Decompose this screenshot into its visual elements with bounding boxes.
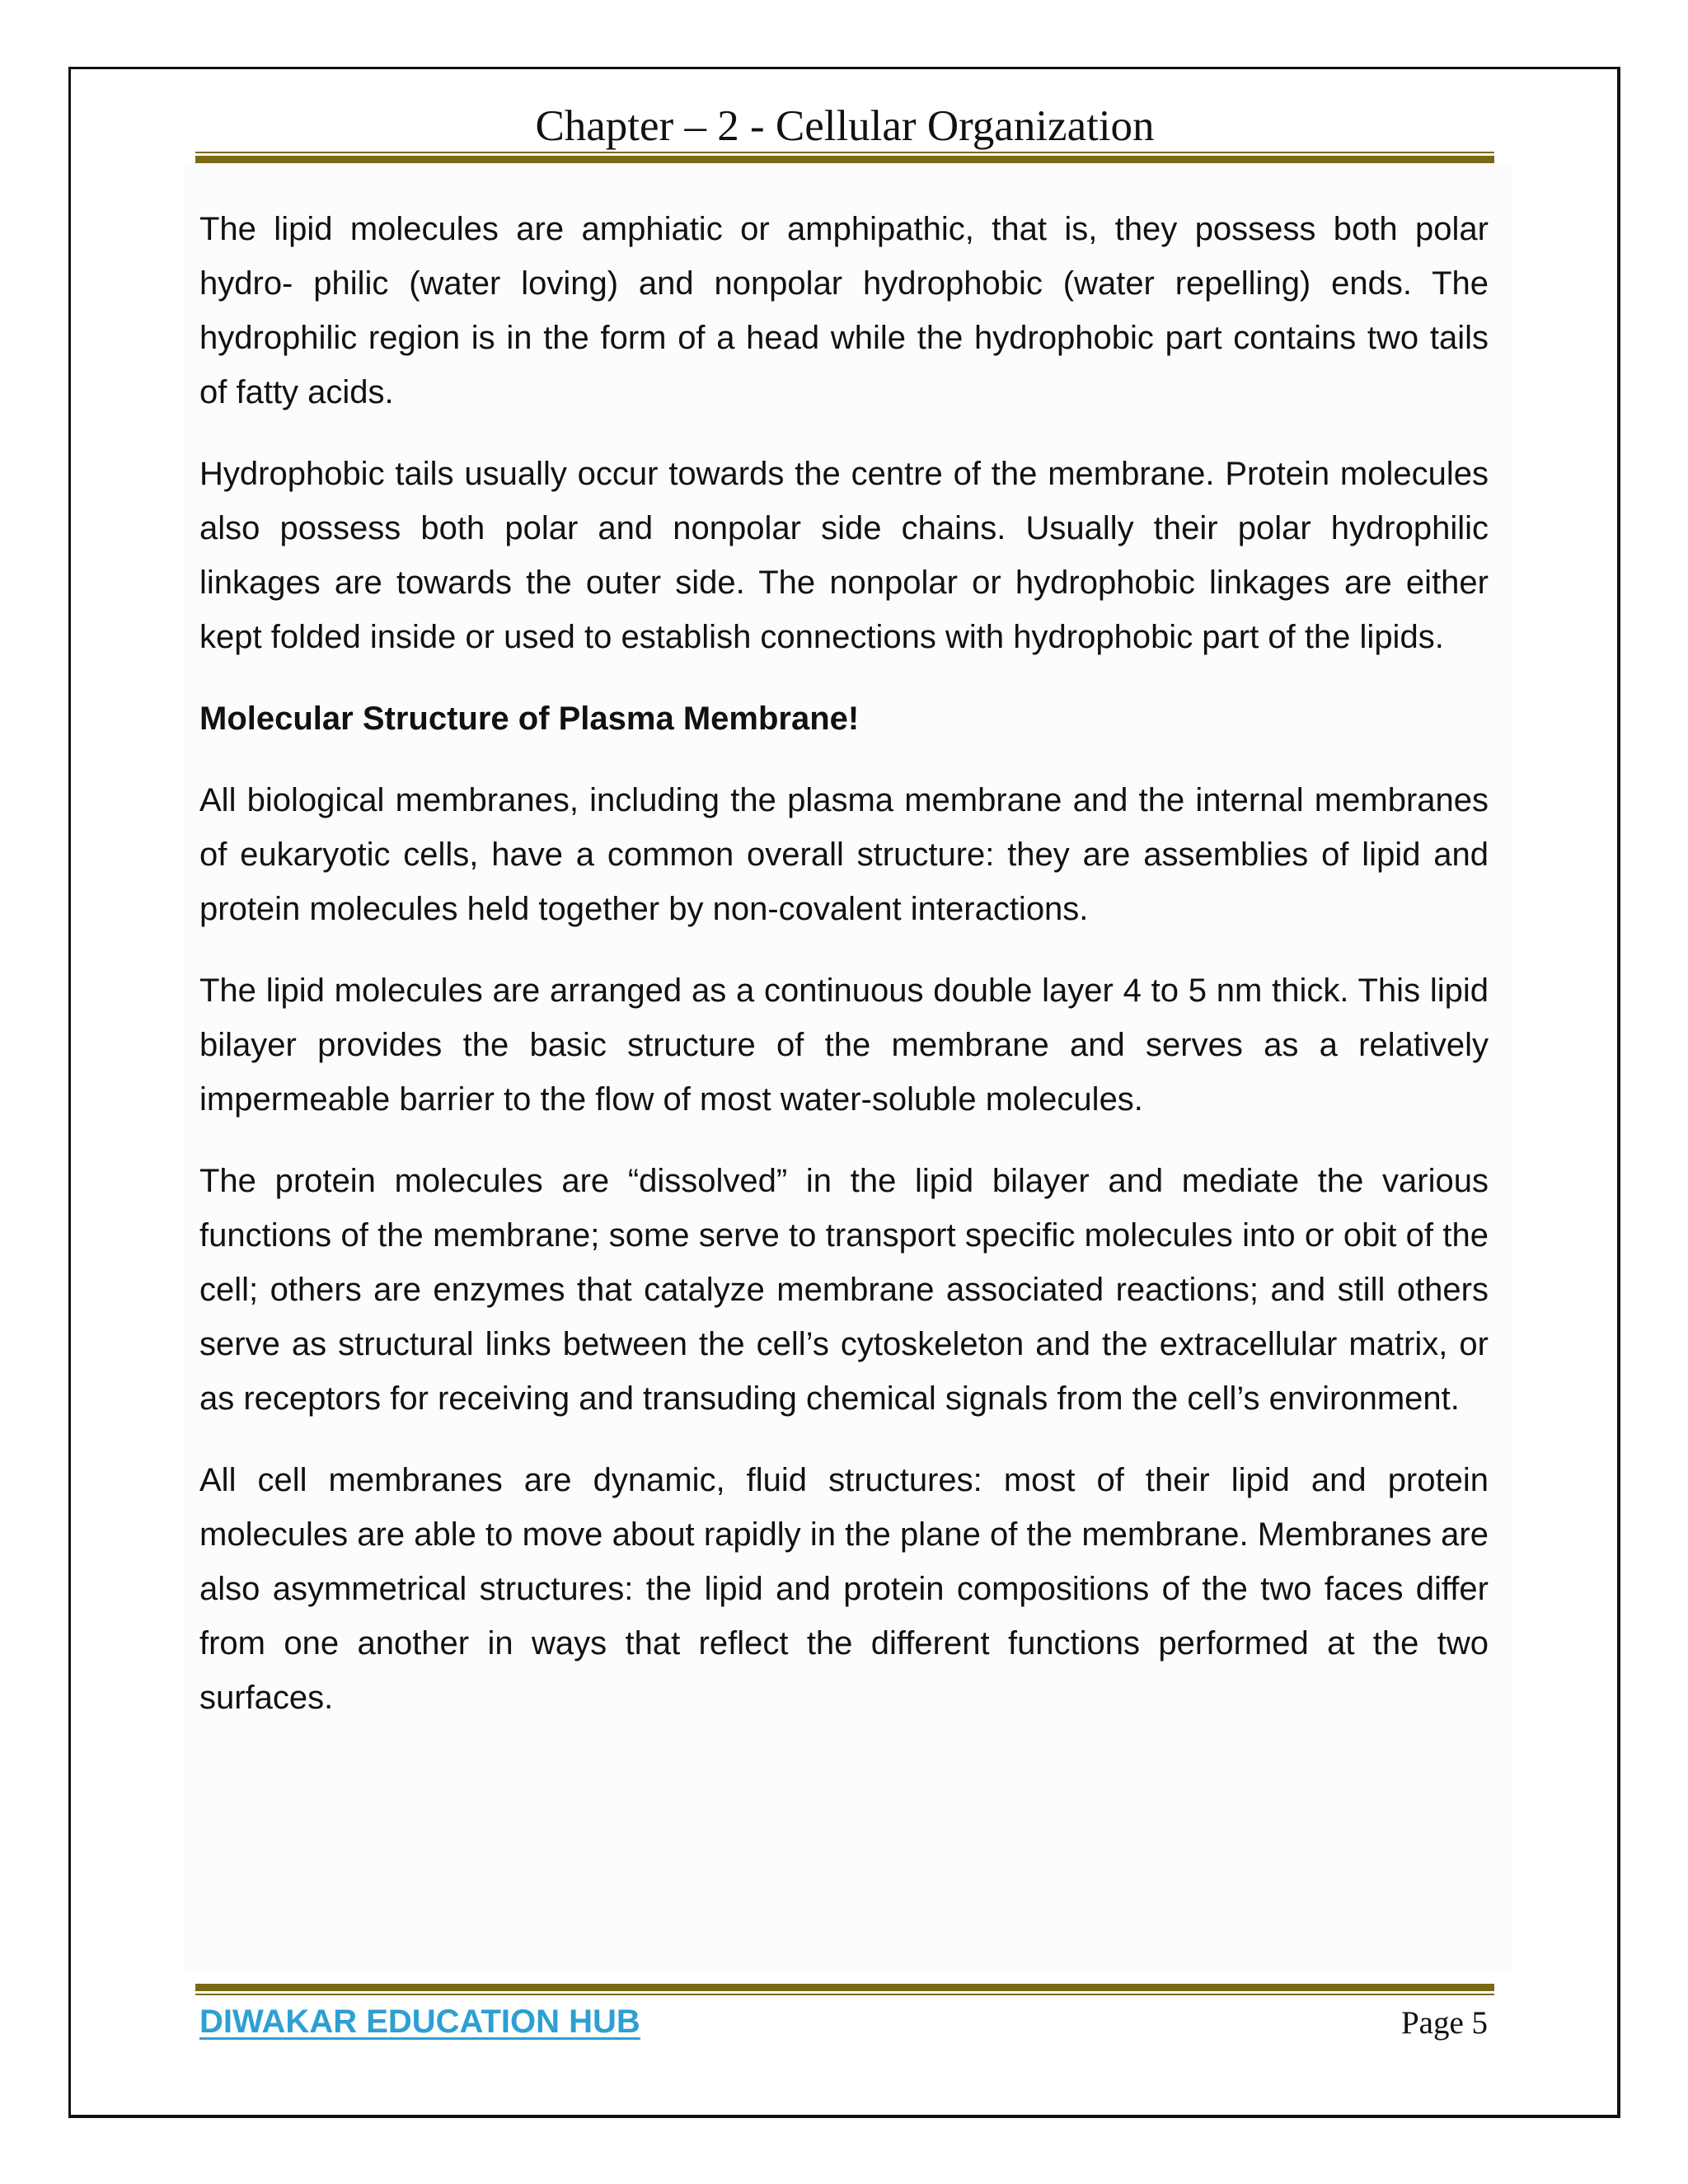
paragraph: Hydrophobic tails usually occur towards the centre of the membrane. Protein molecules also possess both polar and nonpolar side chains. Usually their polar hydrophilic linkages are towards the outer side. The nonpolar or hydrophobic linkages are either kept folded inside or used to establish connections with hydrophobic part of the lipids. bbox=[199, 456, 1489, 655]
paragraph: The protein molecules are “dissolved” in the lipid bilayer and mediate the various functions of the membrane; some serve to transport specific molecules into or obit of the cell; others are enzymes that catalyze membrane associated reactions; and still others serve as structural links between the cell’s cytoskeleton and the extracellular matrix, or as receptors for receiving and transuding chemical signals from the cell’s environment. bbox=[199, 1163, 1489, 1417]
footer-rule-thin bbox=[195, 1994, 1494, 1995]
document-body bbox=[199, 202, 1489, 1752]
footer-rule-thick bbox=[195, 1984, 1494, 1991]
page-number: Page 5 bbox=[1400, 2005, 1488, 2041]
publisher-link[interactable]: DIWAKAR EDUCATION HUB bbox=[199, 2004, 640, 2040]
paragraph: All biological membranes, including the plasma membrane and the internal membranes of eukaryotic cells, have a common overall structure: they are assemblies of lipid and protein molecules held together by non-covalent interactions. bbox=[199, 782, 1489, 927]
paragraph: All cell membranes are dynamic, fluid structures: most of their lipid and protein molecules are able to move about rapidly in the plane of the membrane. Membranes are also asymmetrical structures: the lipid and protein compositions of the two faces differ from one another in ways that reflect the different functions performed at the two surfaces. bbox=[199, 1462, 1489, 1716]
header-rule-thin bbox=[195, 152, 1494, 153]
paragraph: The lipid molecules are amphiatic or amphipathic, that is, they possess both polar hydro- philic (water loving) and nonpolar hydrophobic (water repelling) ends. The hydrophilic region is in the form of a head while the hydrophobic part contains two tails of fatty acids. bbox=[199, 211, 1489, 410]
header-rule-thick bbox=[195, 156, 1494, 163]
section-heading: Molecular Structure of Plasma Membrane! bbox=[199, 701, 860, 737]
paragraph: The lipid molecules are arranged as a continuous double layer 4 to 5 nm thick. This lipid bilayer provides the basic structure of the membrane and serves as a relatively impermeable barrier to the flow of most water-soluble molecules. bbox=[199, 972, 1489, 1118]
page-title: Chapter – 2 - Cellular Organization bbox=[535, 102, 1155, 150]
